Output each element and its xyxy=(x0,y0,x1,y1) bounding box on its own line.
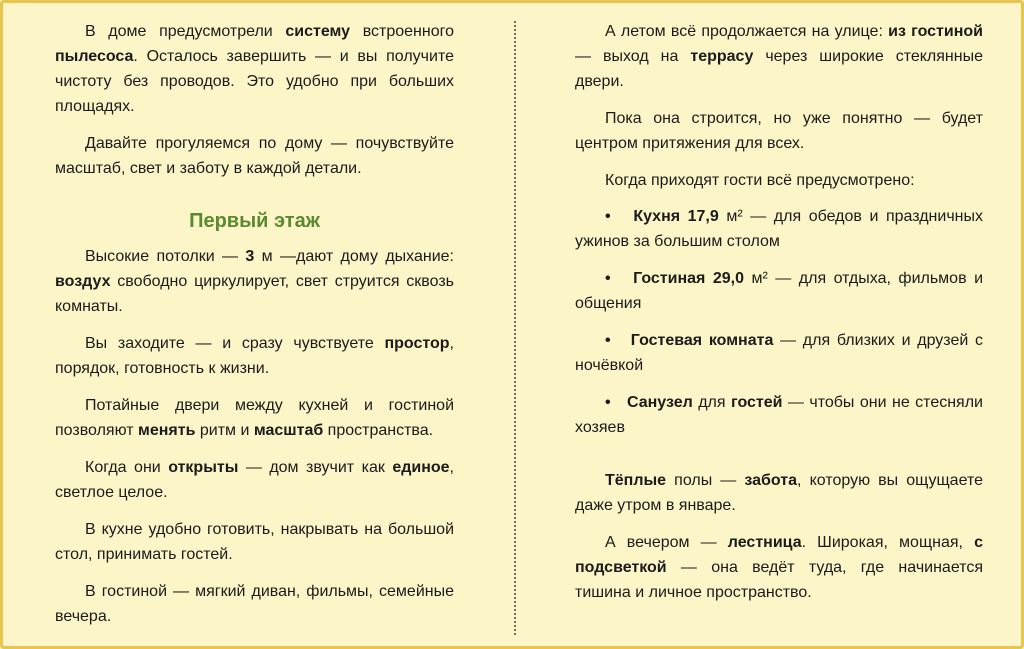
bold-text: Санузел xyxy=(626,394,693,411)
bold-text: воздух xyxy=(55,273,111,290)
bold-text: из гостиной xyxy=(888,23,984,40)
bullet-icon: • xyxy=(605,394,611,411)
text: через широкие стеклянные двери. xyxy=(575,48,983,90)
bold-text: открыты xyxy=(168,459,239,476)
text: встроенного xyxy=(350,23,454,40)
bold-text: забота xyxy=(744,472,798,489)
text: В доме предусмотрели xyxy=(85,23,286,40)
bold-text: с подсветкой xyxy=(575,534,983,576)
bold-text: масштаб xyxy=(253,422,324,439)
text: А летом всё продолжается на улице: xyxy=(605,23,889,40)
text: . Осталось завершить — и вы получите чистоту без проводов. Это удобно при больших площадях. xyxy=(55,48,454,115)
bold-text: гостей xyxy=(731,394,783,411)
text: — для близких и друзей с ночёвкой xyxy=(575,332,984,374)
text: , светлое целое. xyxy=(55,459,454,501)
paragraph-terrace xyxy=(575,19,983,94)
text: . Широкая, мощная, xyxy=(801,534,975,551)
paragraph-open-doors xyxy=(55,455,454,505)
text: Потайные двери между кухней и гостиной позволяют xyxy=(55,397,454,439)
paragraph-vacuum xyxy=(55,19,454,119)
text: — дом звучит как xyxy=(238,459,393,476)
section-heading: Первый этаж xyxy=(189,210,320,232)
paragraph-living-room: В гостиной — мягкий диван, фильмы, семейные вечера. xyxy=(55,583,454,625)
paragraph-walk: Давайте прогуляемся по дому — почувствуйте масштаб, свет и заботу в каждой детали. xyxy=(55,135,454,177)
paragraph-staircase xyxy=(575,530,983,605)
bold-text: пылесоса xyxy=(55,48,134,65)
bold-text: Тёплые xyxy=(605,472,667,489)
paragraph-warm-floors xyxy=(575,468,983,518)
bullet-icon: • xyxy=(605,270,611,287)
text: Высокие потолки — xyxy=(85,248,246,265)
text: , которую вы ощущаете даже утром в январе. xyxy=(575,472,983,514)
bold-text: Гостевая комната xyxy=(630,332,774,349)
bold-text: Гостиная 29,0 xyxy=(633,270,744,287)
paragraph-guests-intro: Когда приходят гости всё предусмотрено: xyxy=(605,172,915,189)
column-divider xyxy=(514,21,516,635)
bold-text: лестница xyxy=(727,534,802,551)
bold-text: 3 xyxy=(245,248,255,265)
text: Когда они xyxy=(85,459,169,476)
paragraph-construction: Пока она строится, но уже понятно — будет центром притяжения для всех. xyxy=(575,110,983,152)
text: — выход на xyxy=(575,48,691,65)
paragraph-hidden-doors xyxy=(55,393,454,443)
text: — чтобы они не стесняли хозяев xyxy=(575,394,983,436)
bullet-living-room xyxy=(575,266,983,316)
text: м² — для обедов и праздничных ужинов за большим столом xyxy=(575,208,983,250)
paragraph-ceilings xyxy=(55,244,454,319)
text: — она ведёт туда, где начинается тишина и личное пространство. xyxy=(575,559,983,601)
bullet-guest-room xyxy=(575,328,983,378)
bullet-kitchen xyxy=(575,204,983,254)
text: полы — xyxy=(666,472,745,489)
bold-text: систему xyxy=(285,23,351,40)
text: , порядок, готовность к жизни. xyxy=(55,335,454,377)
bold-text: Кухня 17,9 xyxy=(633,208,719,225)
text: м —дают дому дыхание: xyxy=(254,248,455,265)
text: ритм и xyxy=(195,422,254,439)
text: А вечером — xyxy=(605,534,728,551)
bold-text: единое xyxy=(392,459,450,476)
paragraph-kitchen: В кухне удобно готовить, накрывать на большой стол, принимать гостей. xyxy=(55,521,454,563)
paragraph-entrance xyxy=(55,331,454,381)
left-column xyxy=(55,19,454,629)
bold-text: простор xyxy=(384,335,450,352)
text: свободно циркулирует, свет струится сквозь комнаты. xyxy=(55,273,454,315)
bold-text: террасу xyxy=(690,48,754,65)
bullet-icon: • xyxy=(605,208,611,225)
text: для xyxy=(692,394,731,411)
bold-text: менять xyxy=(138,422,196,439)
bullet-bathroom xyxy=(575,390,983,440)
bullet-icon: • xyxy=(605,332,611,349)
right-column xyxy=(575,19,983,605)
text: пространства. xyxy=(323,422,434,439)
text: Вы заходите — и сразу чувствуете xyxy=(85,335,385,352)
text: м² — для отдыха, фильмов и общения xyxy=(575,270,984,312)
